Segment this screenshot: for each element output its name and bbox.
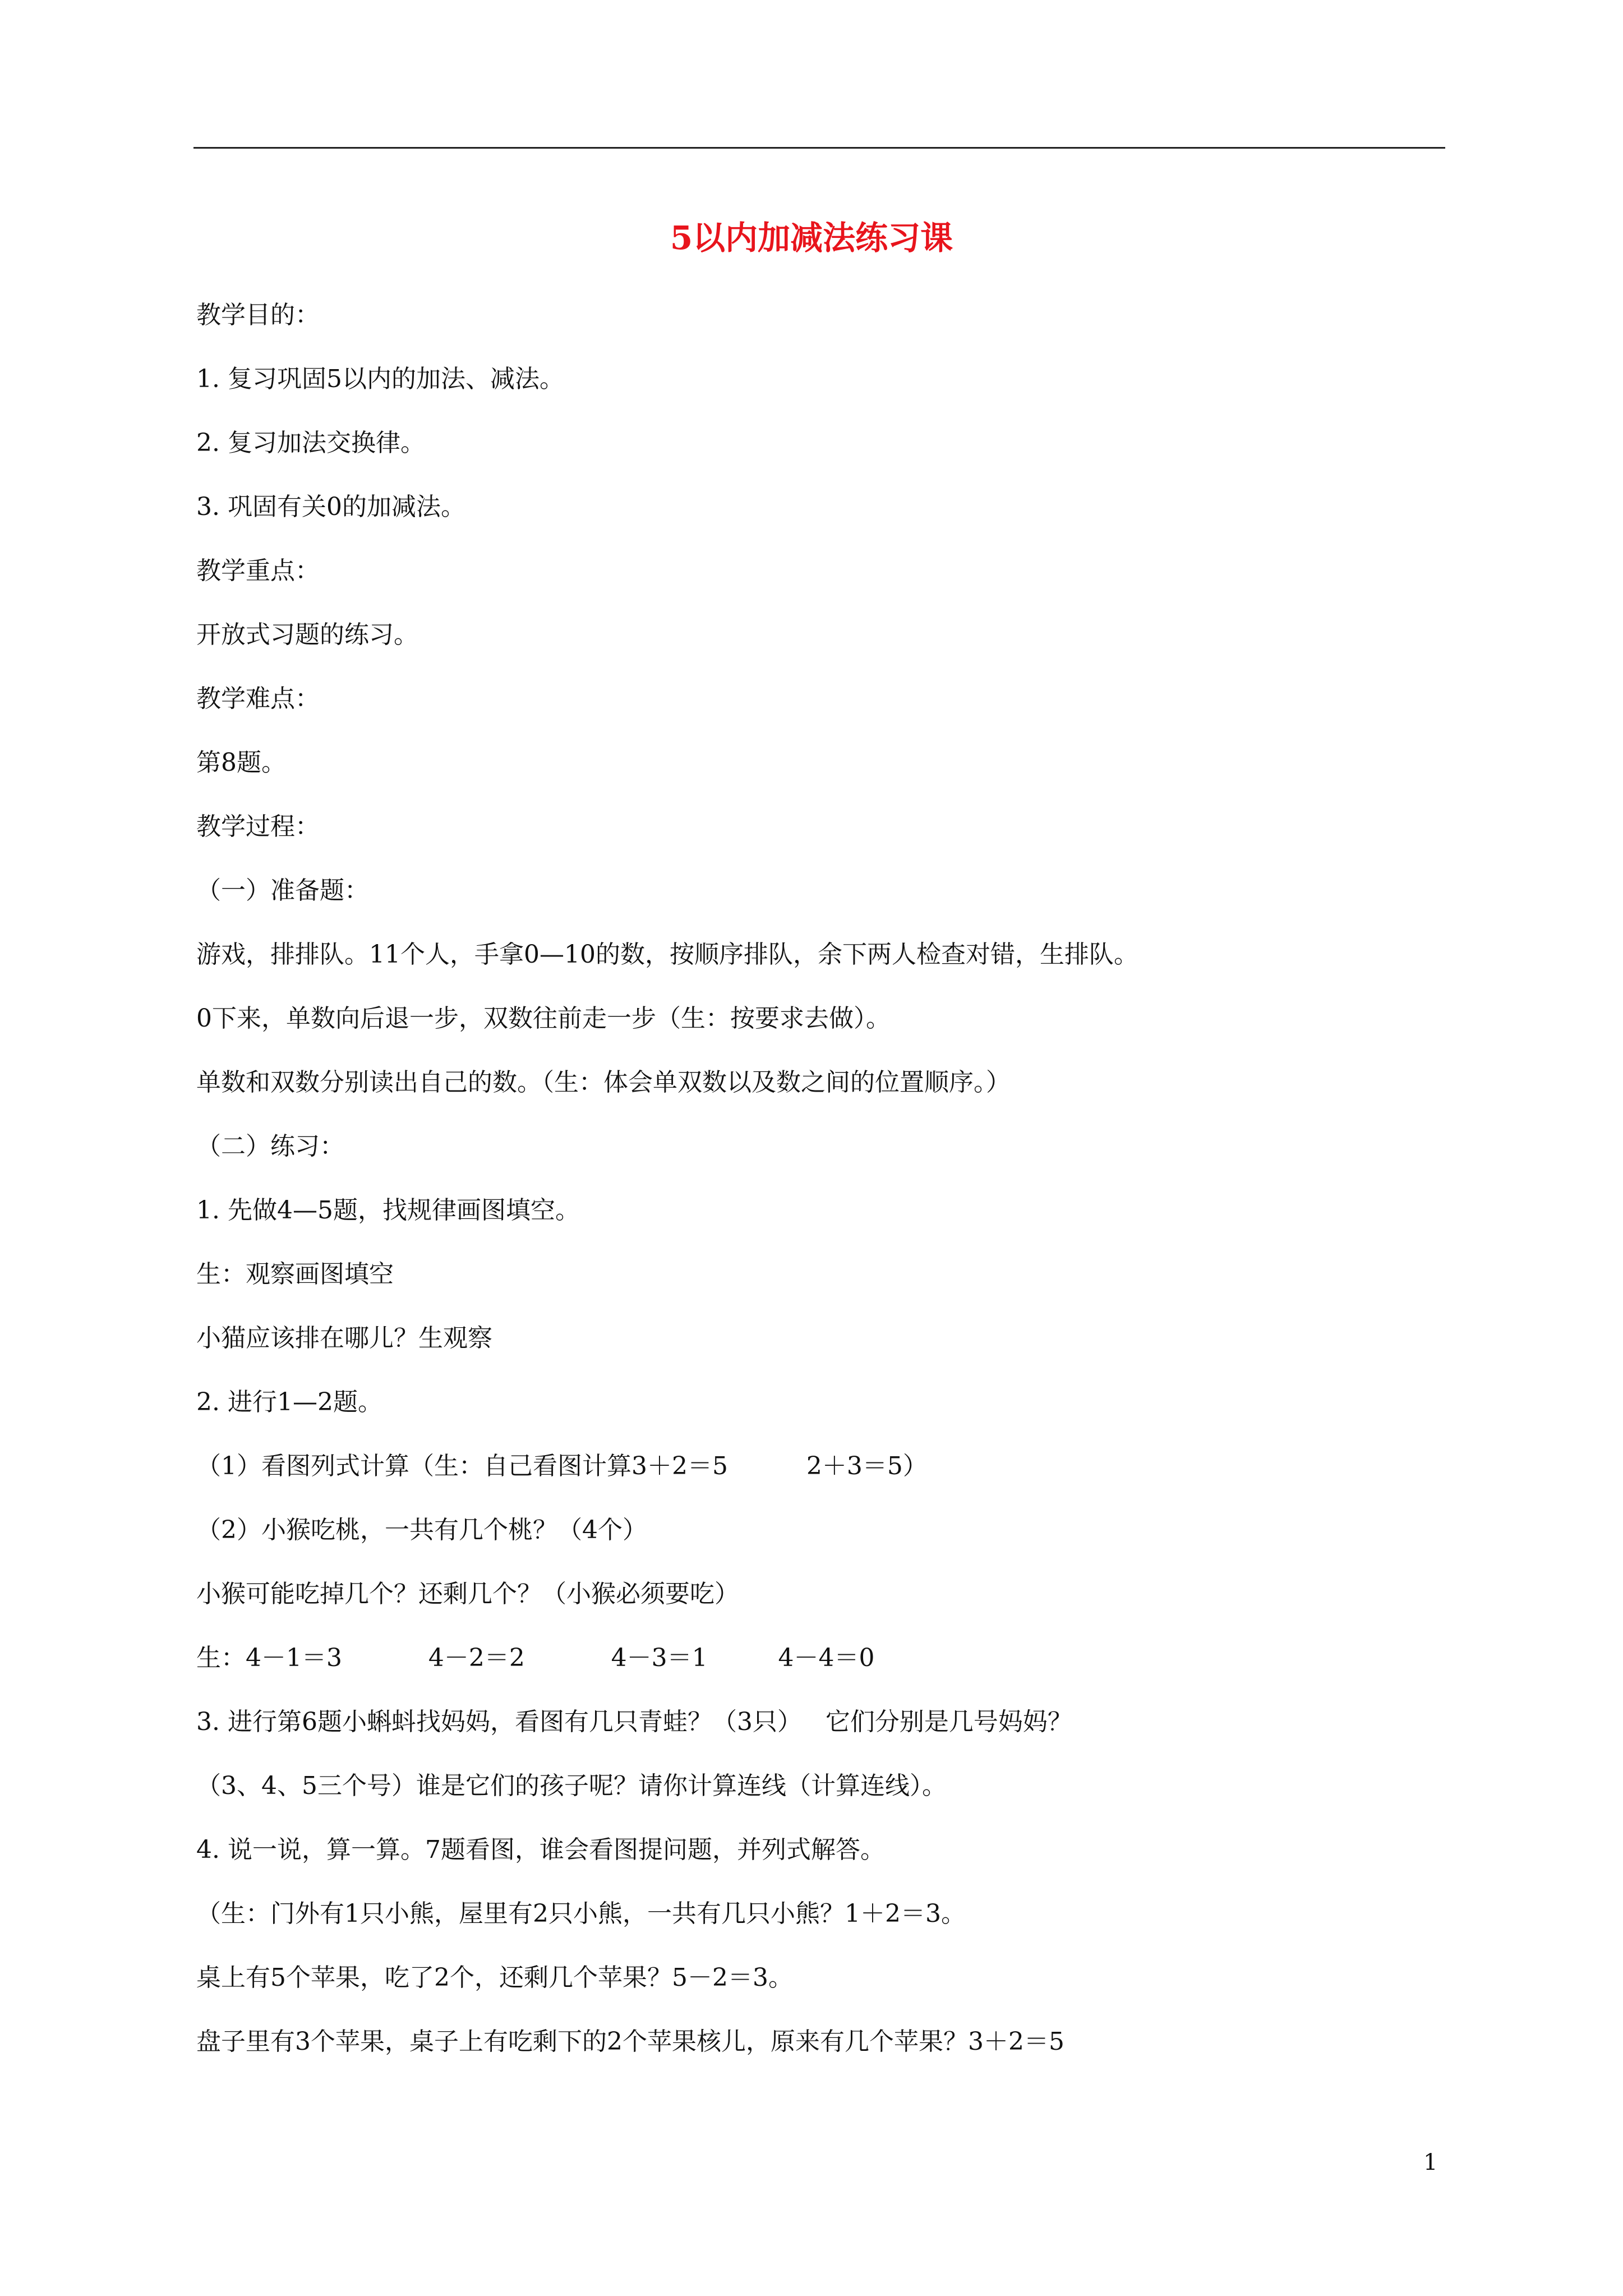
text-line: 单数和双数分别读出自己的数。（生：体会单双数以及数之间的位置顺序。） (196, 1068, 1011, 1097)
text-line: 3. 进行第6题小蝌蚪找妈妈，看图有几只青蛙？（3只） 它们分别是几号妈妈？ (196, 1708, 1072, 1736)
text-line: 3. 巩固有关0的加减法。 (196, 493, 465, 521)
text-line: 1. 复习巩固5以内的加法、减法。 (196, 365, 564, 393)
text-line: 2. 复习加法交换律。 (196, 429, 425, 457)
text-line: 盘子里有3个苹果，桌子上有吃剩下的2个苹果核儿，原来有几个苹果？3＋2＝5 (196, 2027, 1064, 2056)
text-line: 桌上有5个苹果，吃了2个，还剩几个苹果？5－2＝3。 (196, 1963, 793, 1992)
text-line: 教学重点： (196, 556, 320, 585)
text-line: 0下来，单数向后退一步，双数往前走一步（生：按要求去做）。 (196, 1004, 891, 1033)
text-line: 1. 先做4—5题，找规律画图填空。 (196, 1196, 580, 1225)
text-line: 2. 进行1—2题。 (196, 1388, 382, 1416)
header-rule (193, 147, 1445, 149)
page-number: 1 (1423, 2150, 1438, 2175)
text-line: 生：4－1＝3 4－2＝2 4－3＝1 4－4＝0 (196, 1644, 875, 1672)
text-line: （3、4、5三个号）谁是它们的孩子呢？请你计算连线（计算连线）。 (196, 1772, 947, 1800)
text-line: 4. 说一说，算一算。7题看图，谁会看图提问题，并列式解答。 (196, 1835, 885, 1864)
text-line: 第8题。 (196, 748, 286, 777)
text-line: 教学难点： (196, 684, 320, 713)
text-line: （2）小猴吃桃，一共有几个桃？（4个） (196, 1516, 647, 1544)
text-line: 小猫应该排在哪儿？生观察 (196, 1324, 492, 1352)
text-line: （一）准备题： (196, 876, 369, 905)
text-line: （生：门外有1只小熊，屋里有2只小熊，一共有几只小熊？1＋2＝3。 (196, 1899, 966, 1928)
text-line: 小猴可能吃掉几个？还剩几个？（小猴必须要吃） (196, 1580, 739, 1608)
text-line: （二）练习： (196, 1132, 344, 1161)
text-line: 教学目的： (196, 301, 320, 329)
text-line: 游戏，排排队。11个人，手拿0—10的数，按顺序排队，余下两人检查对错，生排队。 (196, 940, 1138, 969)
text-line: 生：观察画图填空 (196, 1260, 394, 1289)
text-line: （1）看图列式计算（生：自己看图计算3＋2＝5 2＋3＝5） (196, 1452, 928, 1480)
document-title: 5以内加减法练习课 (670, 219, 953, 257)
text-line: 开放式习题的练习。 (196, 620, 418, 649)
text-line: 教学过程： (196, 812, 320, 841)
